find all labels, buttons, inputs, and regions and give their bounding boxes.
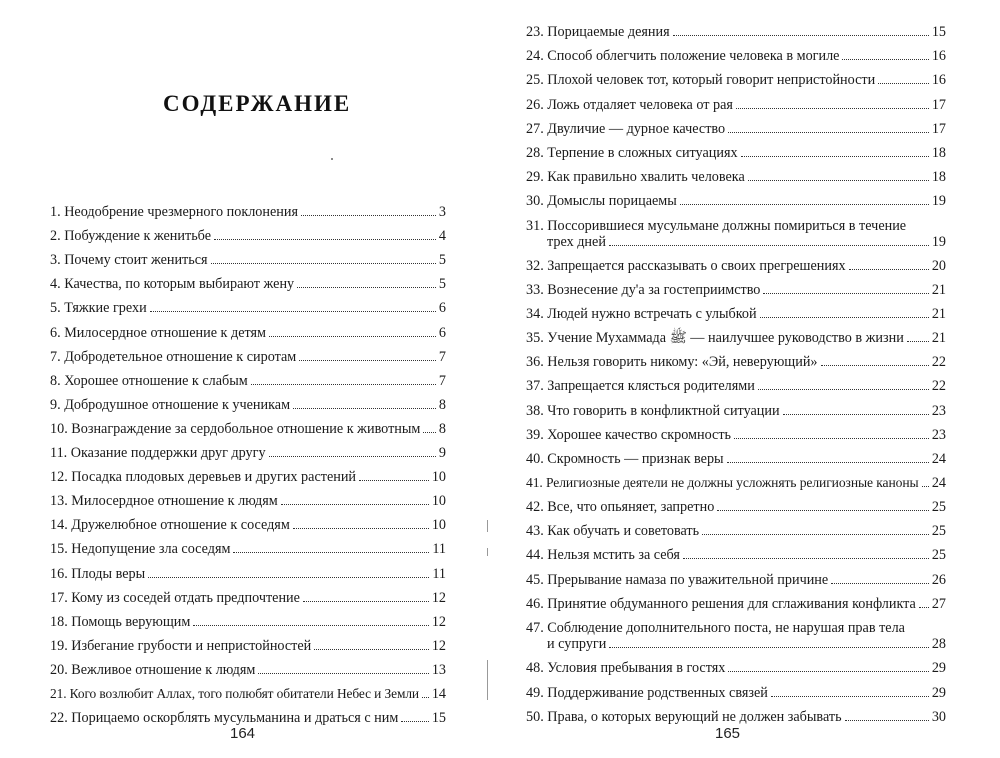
toc-entry-title: 19. Избегание грубости и непристойностей bbox=[50, 637, 312, 654]
toc-entry-page: 11 bbox=[432, 565, 446, 582]
gutter-mark bbox=[487, 548, 488, 556]
toc-entry bbox=[526, 370, 946, 394]
toc-entry bbox=[526, 322, 946, 346]
dot-leader bbox=[845, 720, 929, 721]
toc-entry bbox=[50, 582, 446, 606]
toc-entry-page: 8 bbox=[438, 420, 446, 437]
dot-leader bbox=[293, 528, 429, 529]
toc-entry bbox=[50, 292, 446, 316]
toc-entry-title-continued: и супруги bbox=[547, 636, 607, 653]
dot-leader bbox=[314, 649, 429, 650]
toc-entry-title: 39. Хорошее качество скромность bbox=[526, 426, 732, 443]
toc-entry bbox=[526, 491, 946, 515]
toc-entry-page: 28 bbox=[931, 636, 946, 653]
toc-entry-page: 16 bbox=[931, 48, 946, 65]
toc-entry bbox=[50, 268, 446, 292]
toc-entry bbox=[526, 16, 946, 40]
dot-leader bbox=[150, 311, 436, 312]
toc-entry bbox=[526, 701, 946, 725]
toc-entry-page: 15 bbox=[431, 710, 446, 727]
toc-entry-title: 25. Плохой человек тот, который говорит непристойности bbox=[526, 72, 876, 89]
toc-entry-title: 14. Дружелюбное отношение к соседям bbox=[50, 517, 290, 534]
toc-entry-title: 12. Посадка плодовых деревьев и других растений bbox=[50, 469, 357, 486]
toc-entry-title: 5. Тяжкие грехи bbox=[50, 300, 147, 317]
dot-leader bbox=[233, 552, 429, 553]
toc-entry-title: 26. Ложь отдаляет человека от рая bbox=[526, 96, 733, 113]
toc-entry bbox=[50, 244, 446, 268]
toc-entry bbox=[526, 209, 946, 250]
dot-leader bbox=[281, 504, 429, 505]
toc-entry-page: 5 bbox=[438, 276, 446, 293]
toc-entry-page: 30 bbox=[931, 708, 946, 725]
toc-entry-page: 23 bbox=[931, 402, 946, 419]
toc-entry-title: 10. Вознаграждение за сердобольное отношение к животным bbox=[50, 420, 421, 437]
toc-entry bbox=[50, 316, 446, 340]
toc-entry-title: 41. Религиозные деятели не должны усложнять религиозные каноны bbox=[526, 475, 919, 491]
dot-leader bbox=[842, 59, 928, 60]
dot-leader bbox=[717, 510, 929, 511]
toc-entry-title: 37. Запрещается клясться родителями bbox=[526, 378, 755, 395]
dot-leader bbox=[728, 671, 928, 672]
toc-entry-title: 44. Нельзя мстить за себя bbox=[526, 547, 680, 564]
toc-entry-title: 13. Милосердное отношение к людям bbox=[50, 493, 278, 510]
dot-leader bbox=[269, 336, 436, 337]
dot-leader bbox=[728, 132, 929, 133]
toc-entry bbox=[526, 394, 946, 418]
dot-leader bbox=[211, 263, 436, 264]
dot-leader bbox=[609, 245, 929, 246]
toc-entry-page: 3 bbox=[438, 204, 446, 221]
toc-entry-page: 18 bbox=[931, 144, 946, 161]
toc-entry bbox=[526, 346, 946, 370]
toc-entry-page: 17 bbox=[931, 120, 946, 137]
toc-entry bbox=[50, 196, 446, 220]
toc-entry bbox=[50, 220, 446, 244]
toc-entry bbox=[526, 419, 946, 443]
dot-leader bbox=[359, 480, 429, 481]
dot-leader bbox=[831, 583, 929, 584]
dot-leader bbox=[878, 83, 929, 84]
toc-entry bbox=[526, 250, 946, 274]
toc-entry-title: 17. Кому из соседей отдать предпочтение bbox=[50, 589, 300, 606]
toc-entry bbox=[50, 557, 446, 581]
toc-entry bbox=[50, 389, 446, 413]
toc-entry-title: 42. Все, что опьяняет, запретно bbox=[526, 499, 715, 516]
toc-entry bbox=[50, 461, 446, 485]
toc-entry-title: 45. Прерывание намаза по уважительной причине bbox=[526, 571, 829, 588]
toc-entry-title: 6. Милосердное отношение к детям bbox=[50, 324, 267, 341]
toc-entry-page: 25 bbox=[931, 523, 946, 540]
toc-entry-title: 11. Оказание поддержки друг другу bbox=[50, 445, 266, 462]
dot-leader bbox=[301, 215, 436, 216]
toc-entry-title: 8. Хорошее отношение к слабым bbox=[50, 372, 248, 389]
toc-entry-page: 24 bbox=[931, 475, 946, 492]
toc-entry bbox=[526, 588, 946, 612]
toc-entry-page: 4 bbox=[438, 228, 446, 245]
toc-entry-title: 4. Качества, по которым выбирают жену bbox=[50, 276, 295, 293]
toc-entry-title: 50. Права, о которых верующий не должен забывать bbox=[526, 708, 842, 725]
toc-entry bbox=[526, 113, 946, 137]
toc-list-left bbox=[50, 196, 446, 726]
toc-entry-title: 27. Двуличие — дурное качество bbox=[526, 120, 726, 137]
toc-entry-page: 23 bbox=[931, 426, 946, 443]
dot-leader bbox=[673, 35, 929, 36]
toc-entry bbox=[526, 88, 946, 112]
dot-leader bbox=[293, 408, 436, 409]
toc-entry-title: 24. Способ облегчить положение человека в могиле bbox=[526, 48, 840, 65]
right-page bbox=[508, 0, 1000, 758]
toc-entry bbox=[50, 630, 446, 654]
toc-entry-title: 30. Домыслы порицаемы bbox=[526, 193, 677, 210]
toc-entry-page: 20 bbox=[931, 257, 946, 274]
toc-entry-title: 28. Терпение в сложных ситуациях bbox=[526, 144, 738, 161]
toc-entry-page: 22 bbox=[931, 378, 946, 395]
dot-leader bbox=[736, 108, 929, 109]
toc-list-right bbox=[526, 16, 946, 725]
toc-entry-title: 40. Скромность — признак веры bbox=[526, 450, 724, 467]
toc-entry-page: 26 bbox=[931, 571, 946, 588]
toc-entry-page: 19 bbox=[931, 193, 946, 210]
dot-leader bbox=[680, 204, 929, 205]
toc-entry-title: 16. Плоды веры bbox=[50, 565, 146, 582]
toc-entry-title: 20. Вежливое отношение к людям bbox=[50, 661, 256, 678]
toc-entry-page: 15 bbox=[931, 24, 946, 41]
toc-entry bbox=[526, 161, 946, 185]
toc-entry-page: 21 bbox=[931, 330, 946, 347]
toc-entry-page: 12 bbox=[431, 613, 446, 630]
toc-entry-title: 49. Поддерживание родственных связей bbox=[526, 684, 768, 701]
toc-entry bbox=[526, 64, 946, 88]
toc-entry-page: 9 bbox=[438, 445, 446, 462]
toc-entry bbox=[50, 365, 446, 389]
toc-entry-title: 15. Недопущение зла соседям bbox=[50, 541, 231, 558]
toc-entry-title: 33. Вознесение ду'а за гостеприимство bbox=[526, 281, 761, 298]
toc-entry bbox=[526, 515, 946, 539]
toc-entry-page: 11 bbox=[432, 541, 446, 558]
dot-leader bbox=[303, 601, 429, 602]
toc-entry bbox=[50, 654, 446, 678]
toc-entry-page: 8 bbox=[438, 396, 446, 413]
dot-leader bbox=[702, 534, 929, 535]
dot-leader bbox=[760, 317, 929, 318]
toc-entry-title: 35. Учение Мухаммада ﷺ — наилучшее руководство в жизни bbox=[526, 330, 904, 347]
dot-leader bbox=[922, 486, 929, 487]
toc-entry-title: 18. Помощь верующим bbox=[50, 613, 191, 630]
dot-leader bbox=[758, 389, 929, 390]
toc-entry-page: 6 bbox=[438, 300, 446, 317]
toc-entry bbox=[50, 509, 446, 533]
toc-entry bbox=[526, 539, 946, 563]
dot-leader bbox=[748, 180, 929, 181]
toc-entry-title: 9. Добродушное отношение к ученикам bbox=[50, 396, 291, 413]
toc-entry bbox=[50, 485, 446, 509]
dot-leader bbox=[148, 577, 429, 578]
toc-entry-page: 7 bbox=[438, 372, 446, 389]
toc-entry-title: 46. Принятие обдуманного решения для сглаживания конфликта bbox=[526, 595, 916, 612]
toc-entry-title: 7. Добродетельное отношение к сиротам bbox=[50, 348, 297, 365]
toc-entry-page: 10 bbox=[431, 493, 446, 510]
toc-entry-page: 21 bbox=[931, 281, 946, 298]
toc-entry bbox=[50, 606, 446, 630]
page-number-left: 164 bbox=[230, 725, 256, 742]
toc-entry bbox=[526, 443, 946, 467]
dot-leader bbox=[849, 269, 929, 270]
dot-leader bbox=[609, 647, 928, 648]
toc-entry-title: 36. Нельзя говорить никому: «Эй, неверующий» bbox=[526, 354, 818, 371]
toc-entry-title: 29. Как правильно хвалить человека bbox=[526, 168, 745, 185]
toc-entry-page: 22 bbox=[931, 354, 946, 371]
toc-entry-page: 16 bbox=[931, 72, 946, 89]
toc-entry bbox=[526, 676, 946, 700]
toc-entry-page: 25 bbox=[931, 499, 946, 516]
toc-entry-page: 10 bbox=[431, 517, 446, 534]
toc-entry bbox=[526, 137, 946, 161]
toc-entry-title: 34. Людей нужно встречать с улыбкой bbox=[526, 306, 757, 323]
dot-leader bbox=[771, 696, 929, 697]
toc-entry bbox=[50, 702, 446, 726]
toc-entry-title: 31. Поссорившиеся мусульмане должны помириться в течение bbox=[526, 217, 907, 234]
toc-entry-title: 22. Порицаемо оскорблять мусульманина и драться с ним bbox=[50, 710, 399, 727]
toc-entry-title: 47. Соблюдение дополнительного поста, не нарушая прав тела bbox=[526, 620, 905, 637]
toc-entry-page: 17 bbox=[931, 96, 946, 113]
dot-leader bbox=[401, 721, 428, 722]
page-number-right: 165 bbox=[715, 725, 741, 742]
toc-entry-title: 21. Кого возлюбит Аллах, того полюбят обитатели Небес и Земли bbox=[50, 685, 419, 701]
toc-entry bbox=[50, 341, 446, 365]
dot-leader bbox=[727, 462, 929, 463]
dot-leader bbox=[297, 287, 436, 288]
toc-entry bbox=[50, 533, 446, 557]
dot-leader bbox=[741, 156, 929, 157]
toc-entry-title: 32. Запрещается рассказывать о своих прегрешениях bbox=[526, 257, 846, 274]
toc-entry bbox=[526, 40, 946, 64]
toc-entry-title: 2. Побуждение к женитьбе bbox=[50, 228, 211, 245]
left-page bbox=[0, 0, 488, 758]
toc-entry-page: 10 bbox=[431, 469, 446, 486]
toc-entry-title: 38. Что говорить в конфликтной ситуации bbox=[526, 402, 780, 419]
contents-heading: СОДЕРЖАНИЕ bbox=[163, 91, 352, 116]
dot-leader bbox=[251, 384, 436, 385]
toc-entry bbox=[526, 612, 946, 653]
toc-entry-page: 18 bbox=[931, 168, 946, 185]
toc-entry-page: 19 bbox=[931, 233, 946, 250]
toc-entry-page: 21 bbox=[931, 306, 946, 323]
dot-leader bbox=[734, 438, 929, 439]
toc-entry-page: 27 bbox=[931, 595, 946, 612]
dot-leader bbox=[269, 456, 436, 457]
gutter-mark bbox=[487, 660, 488, 700]
print-speck bbox=[331, 158, 333, 160]
toc-entry bbox=[526, 563, 946, 587]
toc-entry-title: 43. Как обучать и советовать bbox=[526, 523, 700, 540]
toc-entry-title: 48. Условия пребывания в гостях bbox=[526, 660, 726, 677]
toc-entry-title: 23. Порицаемые деяния bbox=[526, 24, 670, 41]
dot-leader bbox=[299, 360, 436, 361]
dot-leader bbox=[423, 432, 436, 433]
toc-entry-page: 12 bbox=[431, 589, 446, 606]
toc-entry bbox=[50, 678, 446, 702]
toc-entry-page: 5 bbox=[438, 252, 446, 269]
dot-leader bbox=[919, 607, 929, 608]
toc-entry bbox=[526, 274, 946, 298]
toc-entry-title: 1. Неодобрение чрезмерного поклонения bbox=[50, 204, 298, 221]
dot-leader bbox=[214, 239, 436, 240]
toc-entry-page: 29 bbox=[931, 684, 946, 701]
toc-entry bbox=[526, 467, 946, 491]
toc-entry-page: 12 bbox=[431, 637, 446, 654]
toc-entry-page: 25 bbox=[931, 547, 946, 564]
toc-entry bbox=[526, 185, 946, 209]
dot-leader bbox=[783, 414, 929, 415]
toc-entry bbox=[526, 298, 946, 322]
dot-leader bbox=[907, 341, 929, 342]
toc-entry-page: 14 bbox=[431, 685, 446, 702]
toc-entry-page: 13 bbox=[431, 661, 446, 678]
toc-entry bbox=[526, 652, 946, 676]
toc-entry-page: 24 bbox=[931, 450, 946, 467]
gutter-mark bbox=[487, 520, 488, 532]
toc-entry-page: 6 bbox=[438, 324, 446, 341]
toc-entry bbox=[50, 437, 446, 461]
dot-leader bbox=[422, 697, 429, 698]
dot-leader bbox=[683, 558, 929, 559]
toc-entry-title-continued: трех дней bbox=[547, 233, 606, 250]
toc-entry-page: 7 bbox=[438, 348, 446, 365]
dot-leader bbox=[193, 625, 428, 626]
toc-entry-page: 29 bbox=[931, 660, 946, 677]
dot-leader bbox=[763, 293, 928, 294]
toc-entry-title: 3. Почему стоит жениться bbox=[50, 252, 208, 269]
dot-leader bbox=[258, 673, 428, 674]
toc-entry bbox=[50, 413, 446, 437]
dot-leader bbox=[821, 365, 929, 366]
